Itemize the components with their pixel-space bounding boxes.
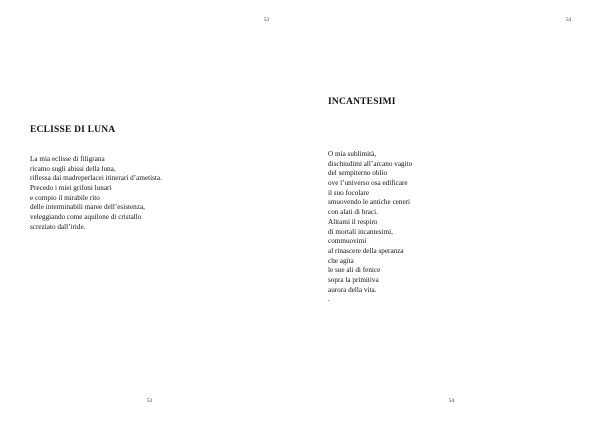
poem-line: screziato dall’iride.	[30, 222, 86, 231]
poem-line: ricamo sugli abissi della luna,	[30, 164, 116, 173]
poem-line: La mia eclisse di filigrana	[30, 155, 105, 163]
poem-line: riflessa dai madreperlacei itinerari d’ametista.	[30, 174, 162, 183]
poem-line: sopra la primitiva	[328, 275, 379, 284]
poem-line: commuovimi	[328, 237, 367, 246]
poem-line: con alati di braci.	[328, 208, 378, 217]
poem-line: e compio il mirabile rito	[30, 193, 100, 202]
poem-line: Alitami il respiro	[328, 217, 378, 226]
poem-line: le sue ali di fenice	[328, 266, 381, 275]
poem-line: O mia sublimità,	[328, 150, 377, 158]
page-number-top: 54	[566, 18, 571, 23]
poem-line: che agita	[328, 256, 354, 265]
poem-line: smuovendo le antiche ceneri	[328, 198, 411, 207]
poem-title: INCANTESIMI	[328, 97, 396, 107]
poem-line: aurora della vita.	[328, 285, 377, 294]
poem-line: delle interminabili maree dell’esistenza,	[30, 203, 145, 212]
poem-line: dischiudimi all’arcano vagito	[328, 159, 413, 168]
page-number-bottom: 54	[449, 399, 454, 404]
poem-line: di mortali incantesimi,	[328, 227, 393, 236]
poem-line: il suo focolare	[328, 188, 370, 197]
poem-line: Precedo i miei grifoni lunari	[30, 184, 112, 193]
poem-text	[328, 150, 412, 305]
poem-text	[30, 155, 162, 233]
poem-line: al rinascere della speranza	[328, 246, 404, 255]
poem-line: ove l’universo osa edificare	[328, 179, 408, 188]
poem-line: del sempiterno oblio	[328, 169, 388, 178]
page-number-bottom: 53	[147, 399, 152, 404]
poem-line: .	[328, 295, 330, 304]
poem-title: ECLISSE DI LUNA	[30, 125, 116, 135]
page-number-top: 53	[264, 18, 269, 23]
right-page	[300, 0, 600, 424]
poem-line: veleggiando come aquilone di cristallo	[30, 213, 142, 222]
